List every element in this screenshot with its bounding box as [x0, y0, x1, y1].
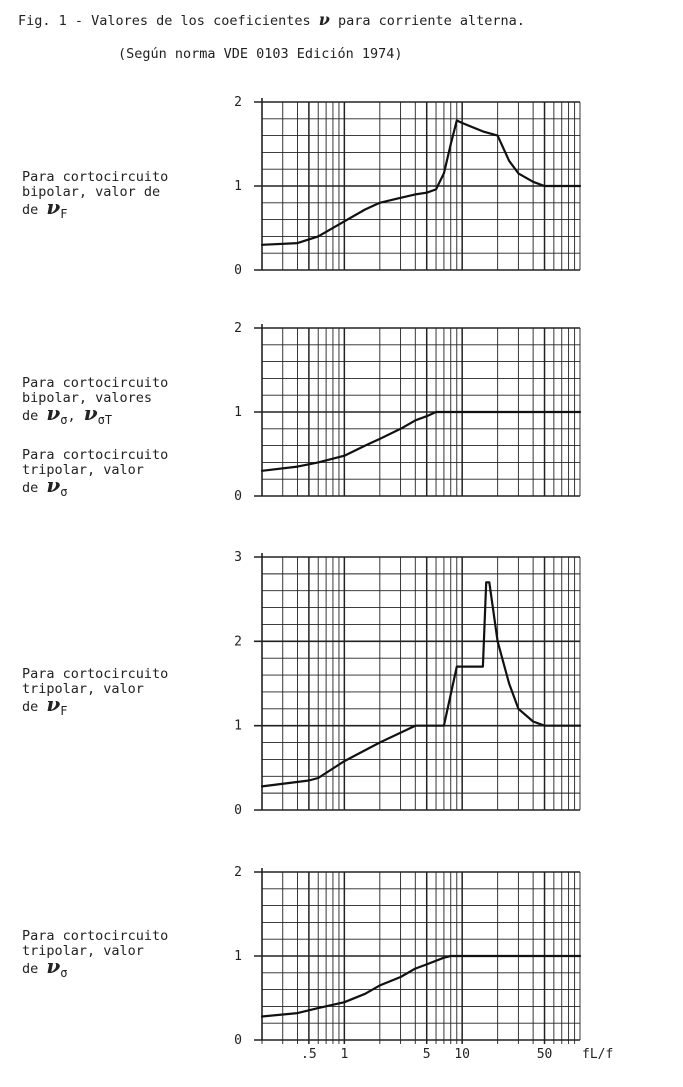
x-tick-label: 10: [454, 1047, 471, 1062]
series-line: [262, 121, 580, 245]
y-tick-label: 2: [234, 865, 242, 880]
label-panel-2a-sub-2: σT: [97, 413, 113, 427]
title-suffix: para corriente alterna.: [338, 13, 525, 29]
label-panel-2a-sub-1: σ: [60, 413, 68, 427]
label-panel-4-sub: σ: [60, 966, 68, 980]
y-tick-label: 0: [234, 803, 242, 818]
y-tick-label: 1: [234, 405, 242, 420]
x-tick-label: 50: [536, 1047, 553, 1062]
title-prefix: Fig. 1 - Valores de los coeficientes: [18, 13, 311, 29]
y-tick-label: 1: [234, 949, 242, 964]
label-panel-1-text: Para cortocircuito bipolar, valor de de: [22, 169, 169, 218]
chart-panel-4: [234, 865, 613, 1062]
x-tick-label: .5: [301, 1047, 317, 1062]
series-line: [262, 956, 580, 1017]
x-axis-label: fL/f: [582, 1047, 614, 1062]
y-tick-label: 1: [234, 179, 242, 194]
label-panel-4-text: Para cortocircuito tripolar, valor de: [22, 928, 169, 977]
label-panel-1-symbol: ν: [46, 195, 61, 219]
label-panel-2a-sep: ,: [67, 408, 84, 424]
title-symbol: ν: [318, 10, 330, 29]
y-tick-label: 0: [234, 1033, 242, 1048]
y-tick-label: 2: [234, 95, 242, 110]
chart-panel-3: [234, 550, 580, 818]
x-tick-label: 5: [422, 1047, 431, 1062]
chart-panel-2: [234, 321, 580, 504]
series-line: [262, 582, 580, 786]
x-tick-label: 1: [340, 1047, 349, 1062]
label-panel-2b-text: Para cortocircuito tripolar, valor de: [22, 447, 169, 496]
y-tick-label: 2: [234, 321, 242, 336]
label-panel-2b-symbol: ν: [46, 473, 61, 497]
figure-subtitle: (Según norma VDE 0103 Edición 1974): [118, 46, 403, 62]
y-tick-label: 0: [234, 263, 242, 278]
label-panel-2a-symbol-2: ν: [83, 401, 98, 425]
label-panel-4-symbol: ν: [46, 954, 61, 978]
y-tick-label: 2: [234, 634, 242, 650]
label-panel-3-text: Para cortocircuito tripolar, valor de: [22, 666, 169, 715]
y-tick-label: 3: [234, 550, 242, 565]
label-panel-2b-sub: σ: [60, 485, 68, 499]
label-panel-3-symbol: ν: [46, 692, 61, 716]
y-tick-label: 0: [234, 489, 242, 504]
label-panel-2a-text: Para cortocircuito bipolar, valores de: [22, 375, 169, 424]
label-panel-1-sub: F: [60, 207, 68, 221]
y-tick-label: 1: [234, 718, 242, 734]
label-panel-2a-symbol-1: ν: [46, 401, 61, 425]
label-panel-3-sub: F: [60, 704, 68, 718]
chart-panel-1: [234, 95, 580, 278]
